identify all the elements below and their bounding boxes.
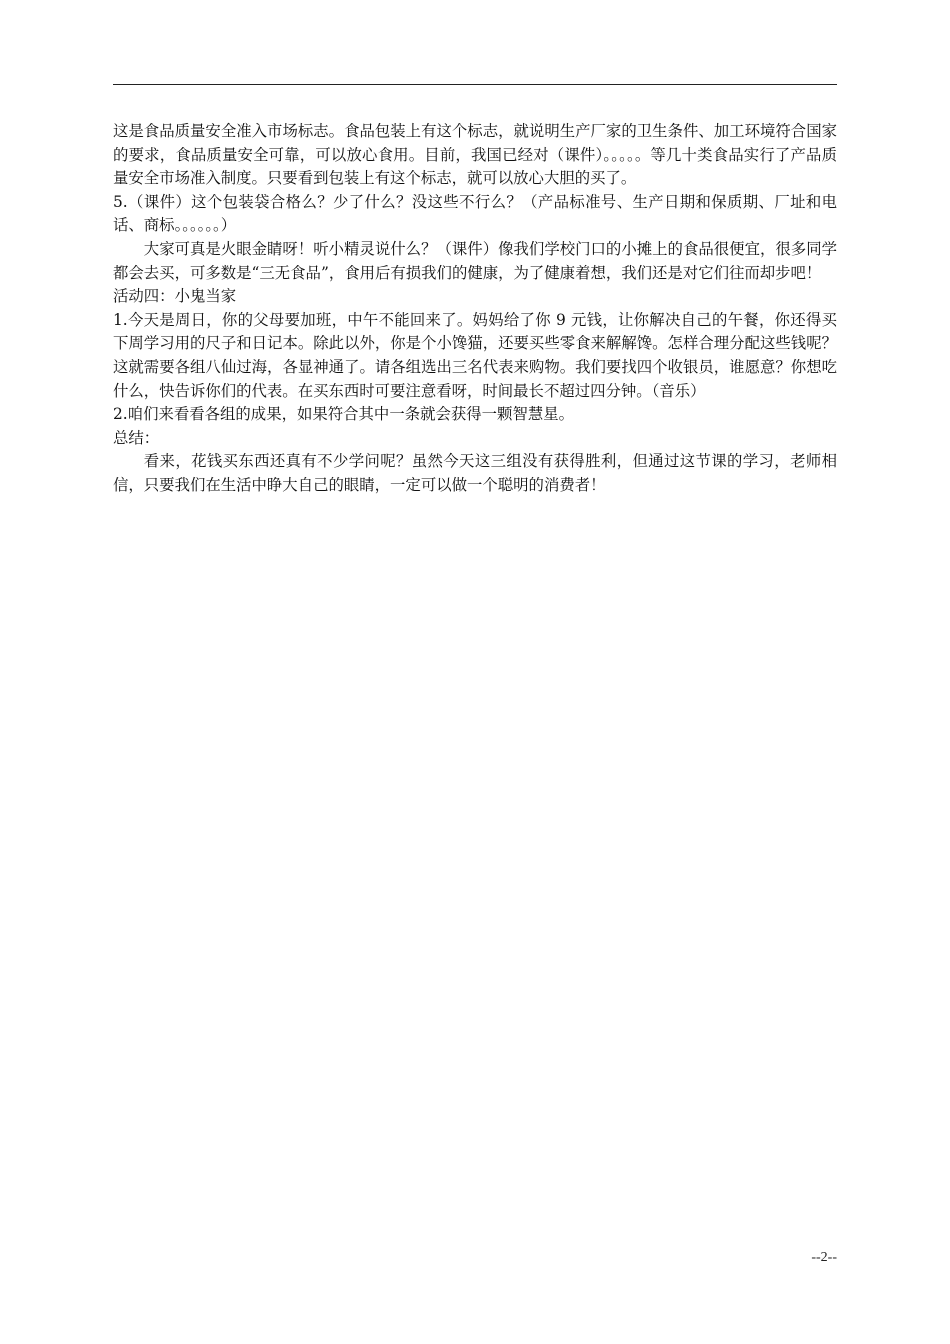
page-number: --2-- [811,1250,837,1265]
paragraph-quality-mark: 这是食品质量安全准入市场标志。食品包装上有这个标志，就说明生产厂家的卫生条件、加工环境符合国家的要求，食品质量安全可靠，可以放心食用。目前，我国已经对（课件）。。。。。等几十类食品实行了产品质量安全市场准入制度。只要看到包装上有这个标志，就可以放心大胆的买了。 [113,122,837,188]
paragraph-step-5: 5.（课件）这个包装袋合格么？少了什么？没这些不行么？（产品标准号、生产日期和保质期、厂址和电话、商标。。。。。。） [113,192,837,235]
paragraph-sharp-eyes: 大家可真是火眼金睛呀！听小精灵说什么？（课件）像我们学校门口的小摊上的食品很便宜，很多同学都会去买，可多数是“三无食品”，食用后有损我们的健康，为了健康着想，我们还是对它们往而却步吧！ [113,239,837,282]
paragraph-summary: 看来，花钱买东西还真有不少学问呢？虽然今天这三组没有获得胜利，但通过这节课的学习，老师相信，只要我们在生活中睁大自己的眼睛，一定可以做一个聪明的消费者！ [113,452,837,494]
activity-4-heading: 活动四：小鬼当家 [113,287,237,306]
summary-heading: 总结： [113,428,160,447]
header-rule [113,84,837,85]
paragraph-activity-4-step-2: 2.咱们来看看各组的成果，如果符合其中一条就会获得一颗智慧星。 [113,405,575,424]
document-body [113,120,837,498]
paragraph-activity-4-step-1: 1.今天是周日，你的父母要加班，中午不能回来了。妈妈给了你 9 元钱，让你解决自己的午餐，你还得买下周学习用的尺子和日记本。除此以外，你是个小馋猫，还要买些零食来解解馋。怎样合理分配这些钱呢？这就需要各组八仙过海，各显神通了。请各组选出三名代表来购物。我们要找四个收银员，谁愿意？你想吃什么，快告诉你们的代表。在买东西时可要注意看呀，时间最长不超过四分钟。（音乐） [113,310,837,400]
